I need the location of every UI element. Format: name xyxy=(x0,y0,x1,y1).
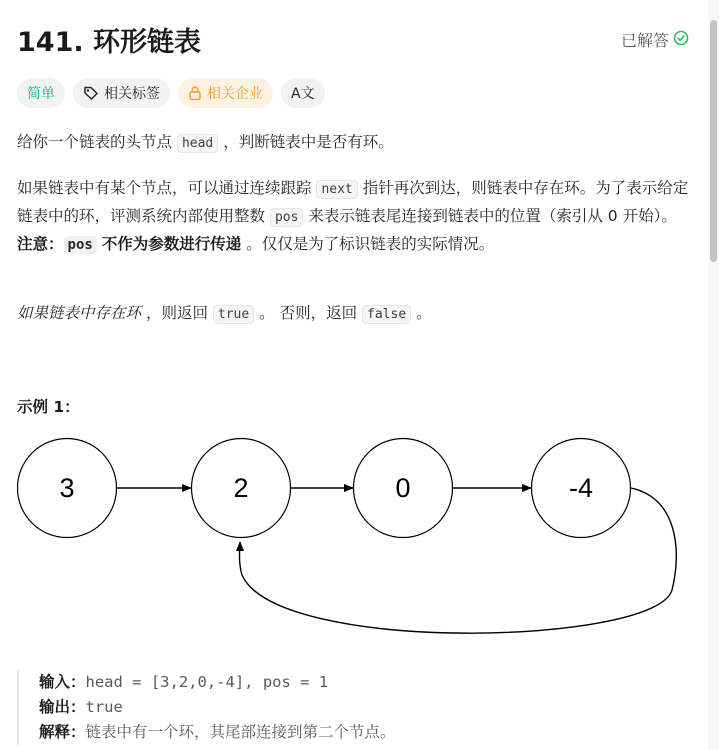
tag-icon xyxy=(83,85,99,101)
p3-italic: 如果链表中存在环 xyxy=(17,304,142,322)
output-label: 输出： xyxy=(39,698,86,716)
p2-text-a: 如果链表中有某个节点，可以通过连续跟踪 xyxy=(17,179,312,197)
p2-text-d: 。仅仅是为了标识链表的实际情况。 xyxy=(246,235,495,253)
p2-code-pos: pos xyxy=(270,208,303,227)
difficulty-label: 简单 xyxy=(27,86,55,102)
example-output-row xyxy=(39,695,699,720)
example-block xyxy=(17,670,699,745)
node-2 xyxy=(354,439,453,538)
node-2-value: 0 xyxy=(395,473,411,503)
title-row xyxy=(17,20,689,60)
related-tags-label: 相关标签 xyxy=(104,86,160,102)
p3-code-false: false xyxy=(362,305,411,324)
input-value: head = [3,2,0,-4], pos = 1 xyxy=(85,673,329,691)
translate-button[interactable] xyxy=(281,78,325,108)
paragraph-2 xyxy=(17,175,689,258)
p3-text-a: ，则返回 xyxy=(145,304,208,322)
node-0-value: 3 xyxy=(59,473,75,503)
paragraph-3 xyxy=(17,300,689,328)
example-input-row xyxy=(39,670,699,695)
p2-code-next: next xyxy=(316,180,357,199)
p3-text-b: 。 否则，返回 xyxy=(259,304,358,322)
p1-code-head: head xyxy=(177,134,218,153)
solved-status xyxy=(621,28,689,51)
p1-text-a: 给你一个链表的头节点 xyxy=(17,133,173,151)
difficulty-badge xyxy=(17,78,65,108)
p2-note: 注意： xyxy=(17,235,64,253)
paragraph-1 xyxy=(17,129,689,157)
related-tags-button[interactable] xyxy=(73,78,170,108)
p3-text-c: 。 xyxy=(416,304,432,322)
input-label: 输入： xyxy=(39,673,86,691)
related-companies-button[interactable] xyxy=(178,78,273,108)
node-1-value: 2 xyxy=(233,473,249,503)
scrollbar-thumb[interactable] xyxy=(710,20,717,262)
p1-text-b: ，判断链表中是否有环。 xyxy=(223,133,394,151)
explain-label: 解释： xyxy=(39,723,86,741)
node-3 xyxy=(532,439,631,538)
p3-code-true: true xyxy=(213,305,254,324)
linked-list-diagram xyxy=(17,430,689,655)
example-explain-row xyxy=(39,720,699,745)
problem-title: 141. 环形链表 xyxy=(17,27,202,58)
p2-text-b: 指针再次到达，则链表中存在环。为了表示给定链表中的环，评测系统内部使用整数 xyxy=(17,179,689,225)
p2-bold-code-pos: pos xyxy=(64,236,97,254)
related-companies-label: 相关企业 xyxy=(207,86,263,102)
node-0 xyxy=(18,439,117,538)
node-1 xyxy=(192,439,291,538)
explain-value: 链表中有一个环，其尾部连接到第二个节点。 xyxy=(85,723,396,741)
lock-icon xyxy=(188,85,202,101)
solved-label: 已解答 xyxy=(620,31,669,50)
node-3-value: -4 xyxy=(568,473,594,503)
p2-bold-text: 不作为参数进行传递 xyxy=(101,235,242,253)
translate-icon: A文 xyxy=(291,86,315,102)
tag-row xyxy=(17,78,325,108)
p2-text-c: 来表示链表尾连接到链表中的位置（索引从 0 开始）。 xyxy=(308,207,677,225)
output-value: true xyxy=(85,698,123,716)
check-circle-icon xyxy=(673,30,689,50)
example-title: 示例 1： xyxy=(17,398,80,416)
